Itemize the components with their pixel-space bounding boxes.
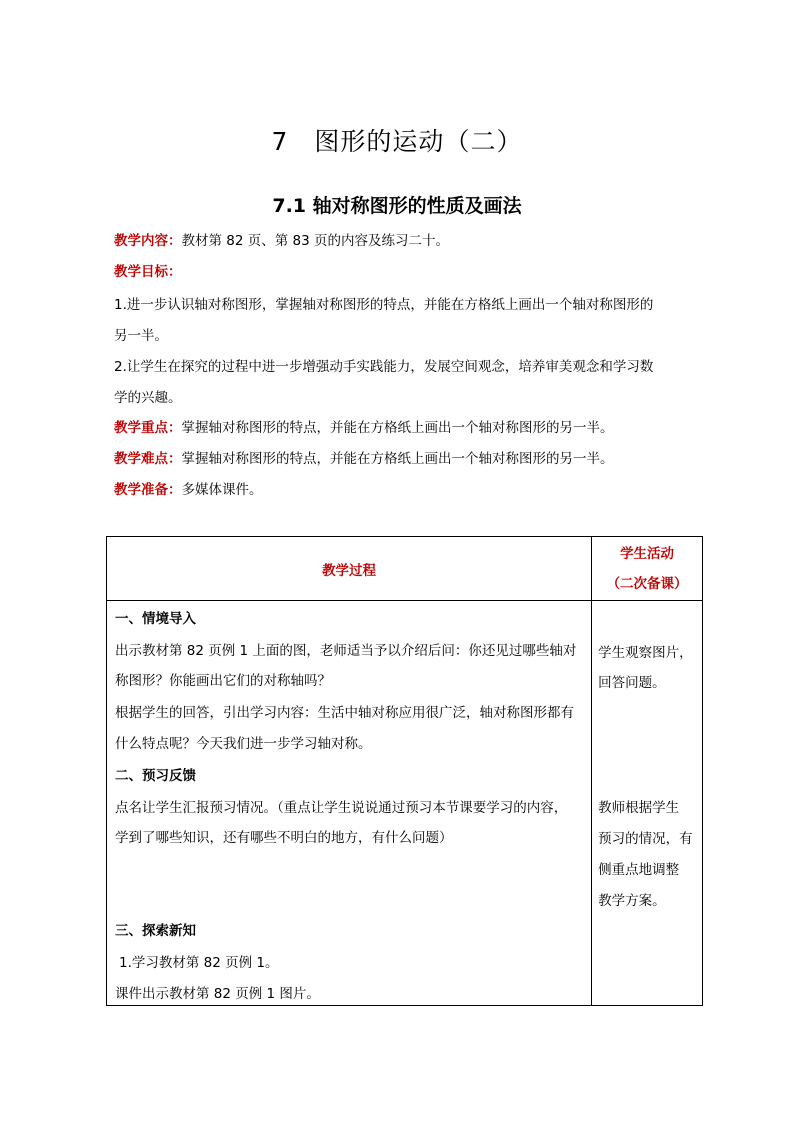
- activity-1-line-2: 回答问题。: [598, 675, 666, 691]
- section-1-title: 一、情境导入: [115, 611, 196, 627]
- section-2-title: 二、预习反馈: [115, 768, 196, 784]
- activity-2-line-1: 教师根据学生: [598, 800, 680, 816]
- header-activity: [592, 537, 703, 601]
- key-point-text: 掌握轴对称图形的特点，并能在方格纸上画出一个轴对称图形的另一半。: [181, 420, 614, 436]
- section-3-para-1: 课件出示教材第 82 页例 1 图片。: [115, 986, 320, 1002]
- section-1-para-1-line-1: 出示教材第 82 页例 1 上面的图，老师适当予以介绍后问：你还见过哪些轴对: [115, 643, 577, 659]
- preparation: [114, 481, 263, 499]
- goal-2-line-1: 2.让学生在探究的过程中进一步增强动手实践能力，发展空间观念，培养审美观念和学习数: [114, 359, 654, 375]
- table-body-row: [107, 601, 703, 1006]
- section-3-item-1: 1.学习教材第 82 页例 1。: [119, 955, 279, 971]
- section-2-para-line-1: 点名让学生汇报预习情况。（重点让学生说说通过预习本节课要学习的内容，: [115, 800, 568, 816]
- preparation-label: 教学准备：: [114, 482, 182, 498]
- difficulty: [114, 450, 614, 468]
- process-cell: [107, 601, 592, 1006]
- preparation-text: 多媒体课件。: [181, 482, 263, 498]
- section-1-para-1-line-2: 称图形？你能画出它们的对称轴吗？: [115, 673, 331, 689]
- teaching-content-label: 教学内容：: [114, 233, 182, 249]
- section-1-para-2-line-1: 根据学生的回答，引出学习内容：生活中轴对称应用很广泛，轴对称图形都有: [115, 705, 574, 721]
- activity-2-line-4: 教学方案。: [598, 893, 666, 909]
- teaching-content-text: 教材第 82 页、第 83 页的内容及练习二十。: [181, 233, 450, 249]
- difficulty-text: 掌握轴对称图形的特点，并能在方格纸上画出一个轴对称图形的另一半。: [181, 451, 614, 467]
- page-title: 7 图形的运动（二）: [271, 127, 523, 156]
- teaching-goals-heading: [114, 263, 182, 281]
- key-point-label: 教学重点：: [114, 420, 182, 436]
- header-process: 教学过程: [107, 537, 592, 601]
- key-point: [114, 419, 614, 437]
- section-title: 7.1 轴对称图形的性质及画法: [272, 195, 522, 217]
- difficulty-label: 教学难点：: [114, 451, 182, 467]
- activity-2-line-2: 预习的情况，有: [598, 831, 693, 847]
- section-1-para-2-line-2: 什么特点呢？今天我们进一步学习轴对称。: [115, 736, 372, 752]
- lesson-table: [106, 536, 703, 1006]
- table-header-row: [107, 537, 703, 601]
- header-activity-line-1: 学生活动: [620, 546, 675, 562]
- goal-2-line-2: 学的兴趣。: [114, 390, 182, 406]
- activity-2-line-3: 侧重点地调整: [598, 862, 680, 878]
- section-2-para-line-2: 学到了哪些知识，还有哪些不明白的地方，有什么问题）: [115, 830, 453, 846]
- activity-cell: [592, 601, 703, 1006]
- teaching-content: [114, 232, 449, 250]
- section-3-title: 三、探索新知: [115, 923, 196, 939]
- activity-1-line-1: 学生观察图片，: [598, 645, 693, 661]
- goal-1-line-1: 1.进一步认识轴对称图形，掌握轴对称图形的特点，并能在方格纸上画出一个轴对称图形的: [114, 297, 654, 313]
- goal-1-line-2: 另一半。: [114, 328, 168, 344]
- teaching-goals-label: 教学目标：: [114, 264, 182, 280]
- header-activity-line-2: （二次备课）: [606, 576, 688, 592]
